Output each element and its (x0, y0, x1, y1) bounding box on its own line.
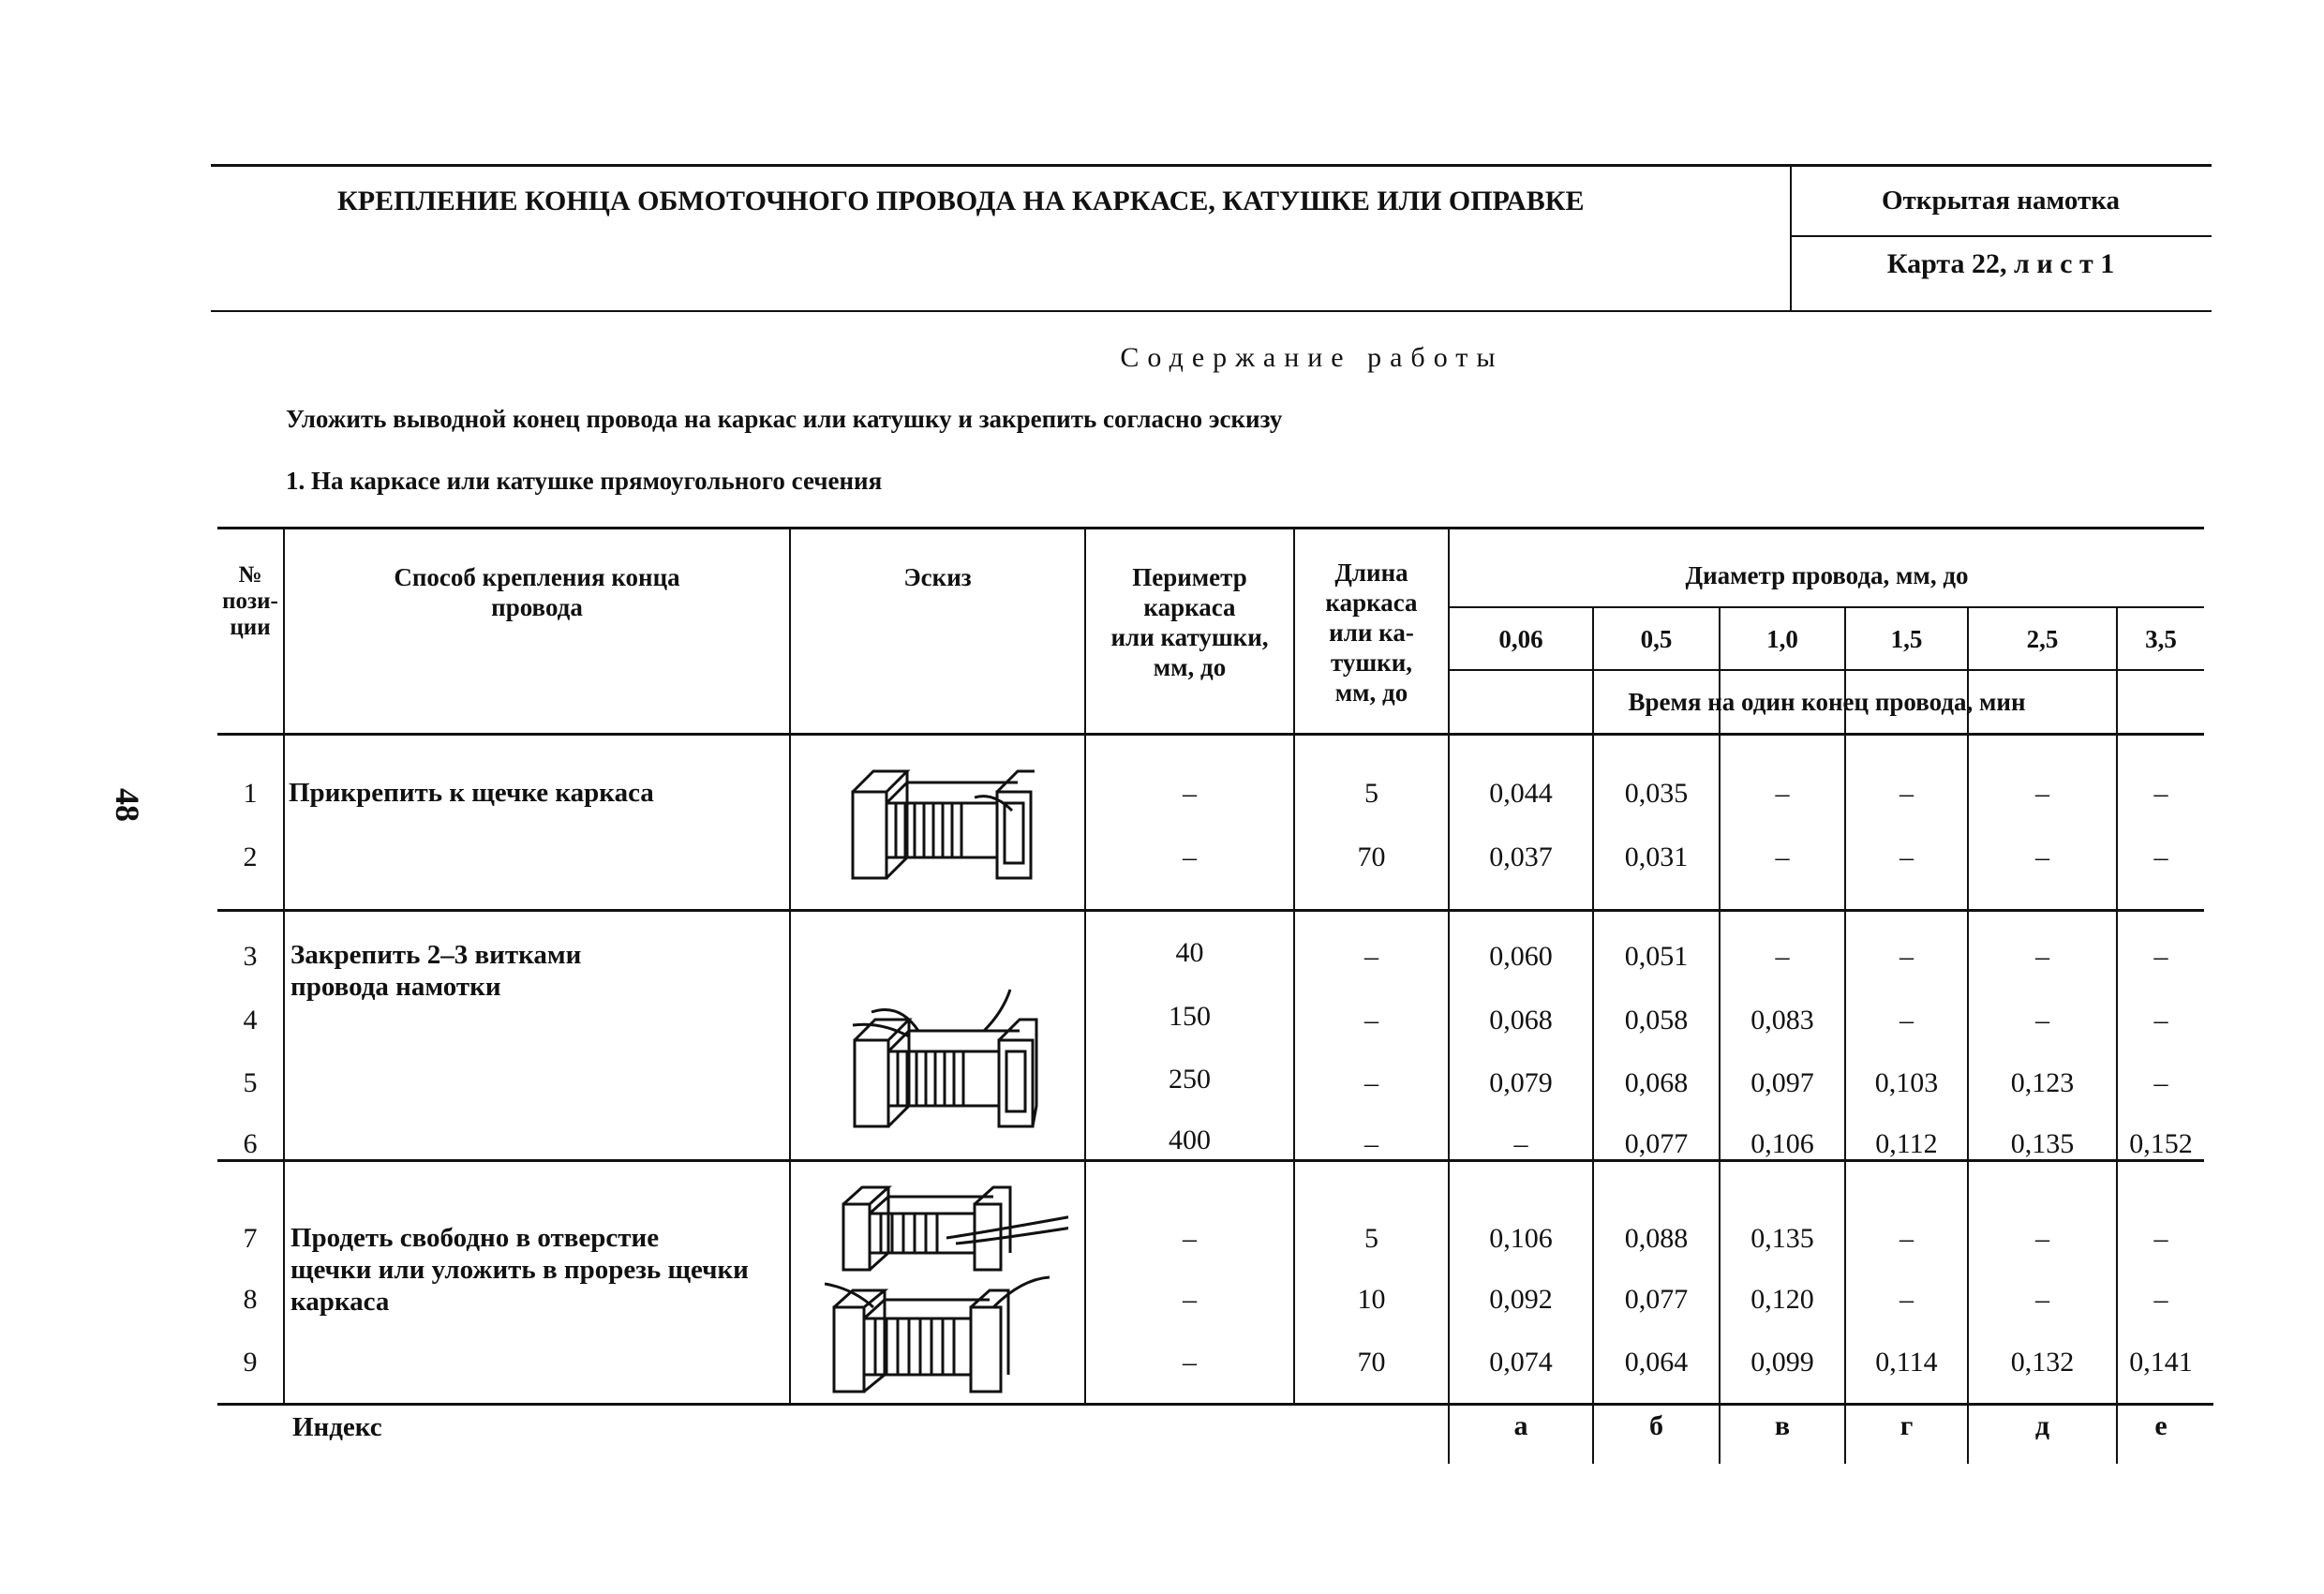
row-1-v3: – (1899, 778, 1914, 809)
row-2-v4: – (2035, 842, 2049, 872)
row-6-v4: 0,135 (2010, 1128, 2075, 1159)
row-9-v1: 0,064 (1624, 1347, 1689, 1378)
index-a: а (1513, 1410, 1528, 1441)
col-header-num: № пози- ции (222, 562, 278, 640)
row-7-perimeter: – (1183, 1223, 1197, 1254)
row-6-v3: 0,112 (1875, 1128, 1938, 1159)
row-8-v4: – (2035, 1284, 2049, 1315)
row-6-num: 6 (243, 1128, 258, 1159)
row-2-v5: – (2153, 842, 2168, 872)
row-4-num: 4 (243, 1005, 258, 1035)
row-9-num: 9 (243, 1347, 258, 1378)
row-8-perimeter: – (1183, 1284, 1197, 1315)
row-8-v0: 0,092 (1489, 1284, 1553, 1315)
coil-frame-wire-attached-icon (843, 754, 1040, 886)
row-4-v0: 0,068 (1489, 1005, 1553, 1035)
row-2-v2: – (1775, 842, 1790, 872)
row-5-v5: – (2153, 1067, 2168, 1098)
diam-1-5: 1,5 (1890, 625, 1923, 653)
row-4-perimeter: 150 (1169, 1001, 1211, 1032)
method-group-1: Прикрепить к щечке каркаса (289, 778, 654, 808)
row-7-num: 7 (243, 1223, 258, 1254)
row-8-num: 8 (243, 1284, 258, 1315)
col-header-diameter: Диаметр провода, мм, до (1685, 561, 1969, 589)
method-group-3: Продеть свободно в отверстие щечки или уложить в прорезь щечки каркаса (290, 1223, 749, 1317)
diam-3-5: 3,5 (2145, 625, 2177, 653)
row-3-v3: – (1899, 941, 1914, 972)
row-1-length: 5 (1364, 778, 1378, 809)
row-7-v4: – (2035, 1223, 2049, 1254)
row-8-v1: 0,077 (1624, 1284, 1689, 1315)
row-1-v0: 0,044 (1489, 778, 1553, 809)
row-5-num: 5 (243, 1067, 258, 1098)
section-title: Содержание работы (1120, 342, 1504, 373)
row-2-num: 2 (243, 842, 258, 872)
row-1-v4: – (2035, 778, 2049, 809)
row-7-v5: – (2153, 1223, 2168, 1254)
row-3-num: 3 (243, 941, 258, 972)
col-header-sketch: Эскиз (903, 563, 972, 591)
row-6-v1: 0,077 (1624, 1128, 1689, 1159)
row-8-v5: – (2153, 1284, 2168, 1315)
row-7-v3: – (1899, 1223, 1914, 1254)
row-1-perimeter: – (1183, 778, 1197, 809)
header-top-rule (211, 164, 2212, 167)
method-group-2: Закрепить 2–3 витками провода намотки (290, 940, 582, 1002)
row-2-length: 70 (1357, 842, 1386, 872)
col-header-time: Время на один конец провода, мин (1628, 688, 2026, 716)
row-7-v2: 0,135 (1750, 1223, 1814, 1254)
page-title: КРЕПЛЕНИЕ КОНЦА ОБМОТОЧНОГО ПРОВОДА НА КАРКАСЕ, КАТУШКЕ ИЛИ ОПРАВКЕ (337, 186, 1585, 216)
header-bottom-rule (211, 310, 2212, 312)
col-header-length: Длина каркаса или ка- тушки, мм, до (1325, 559, 1418, 707)
row-9-v4: 0,132 (2010, 1347, 2075, 1378)
row-4-v3: – (1899, 1005, 1914, 1035)
diam-2-5: 2,5 (2026, 625, 2059, 653)
row-1-num: 1 (243, 778, 258, 809)
row-6-v0: – (1513, 1128, 1528, 1159)
row-2-v3: – (1899, 842, 1914, 872)
row-5-v3: 0,103 (1874, 1067, 1939, 1098)
diam-header-rule (1448, 606, 2204, 608)
row-3-v1: 0,051 (1624, 941, 1689, 972)
row-7-v1: 0,088 (1624, 1223, 1689, 1254)
row-6-length: – (1364, 1128, 1378, 1159)
row-2-v0: 0,037 (1489, 842, 1553, 872)
row-3-v0: 0,060 (1489, 941, 1553, 972)
table-bottom-rule (217, 1403, 2213, 1406)
work-type: Открытая намотка (1881, 186, 2121, 216)
card-number: Карта 22, л и с т 1 (1886, 248, 2115, 279)
row-4-length: – (1364, 1005, 1378, 1035)
row-9-perimeter: – (1183, 1347, 1197, 1378)
header-right-divider (1790, 235, 2212, 237)
row-9-v3: 0,114 (1875, 1347, 1938, 1378)
row-6-v5: 0,152 (2129, 1128, 2193, 1159)
index-g: г (1899, 1410, 1914, 1441)
row-1-v1: 0,035 (1624, 778, 1689, 809)
row-4-v1: 0,058 (1624, 1005, 1689, 1035)
coil-frame-turns-icon (843, 984, 1050, 1134)
row-5-perimeter: 250 (1169, 1064, 1211, 1095)
col-header-method: Способ крепления конца провода (394, 563, 680, 621)
row-6-perimeter: 400 (1169, 1125, 1211, 1155)
index-label: Индекс (292, 1412, 382, 1442)
diam-0-5: 0,5 (1640, 625, 1673, 653)
row-5-v0: 0,079 (1489, 1067, 1553, 1098)
diam-1-0: 1,0 (1766, 625, 1798, 653)
table-top-rule (217, 527, 2204, 529)
coil-frame-slot-icon (825, 1157, 1068, 1401)
row-1-v2: – (1775, 778, 1790, 809)
row-8-length: 10 (1357, 1284, 1386, 1315)
col-rule-num (283, 527, 285, 1405)
row-8-v2: 0,120 (1750, 1284, 1814, 1315)
row-3-v4: – (2035, 941, 2049, 972)
row-9-v5: 0,141 (2129, 1347, 2193, 1378)
row-4-v4: – (2035, 1005, 2049, 1035)
row-6-v2: 0,106 (1750, 1128, 1814, 1159)
col-header-perimeter: Периметр каркаса или катушки, мм, до (1110, 563, 1269, 681)
row-3-v2: – (1775, 941, 1790, 972)
row-4-v2: 0,083 (1750, 1005, 1814, 1035)
index-d: д (2034, 1410, 2050, 1441)
header-bottom-table-rule (217, 733, 2204, 736)
row-7-v0: 0,106 (1489, 1223, 1553, 1254)
group1-bottom-rule (217, 909, 2204, 912)
index-v: в (1774, 1410, 1791, 1441)
row-3-perimeter: 40 (1175, 937, 1204, 968)
row-7-length: 5 (1364, 1223, 1378, 1254)
row-5-v2: 0,097 (1750, 1067, 1814, 1098)
row-2-v1: 0,031 (1624, 842, 1689, 872)
row-9-length: 70 (1357, 1347, 1386, 1378)
row-3-length: – (1364, 941, 1378, 972)
page-number: 48 (109, 788, 146, 822)
row-9-v0: 0,074 (1489, 1347, 1553, 1378)
col-rule-length (1448, 527, 1450, 1464)
col-rule-method (789, 527, 791, 1405)
row-5-v1: 0,068 (1624, 1067, 1689, 1098)
row-4-v5: – (2153, 1005, 2168, 1035)
index-b: б (1649, 1410, 1663, 1441)
row-3-v5: – (2153, 941, 2168, 972)
row-1-v5: – (2153, 778, 2168, 809)
row-9-v2: 0,099 (1750, 1347, 1814, 1378)
row-5-length: – (1364, 1067, 1378, 1098)
index-e: е (2154, 1410, 2168, 1441)
row-2-perimeter: – (1183, 842, 1197, 872)
instruction-text: Уложить выводной конец провода на каркас или катушку и закрепить согласно эскизу (286, 405, 1283, 433)
row-5-v4: 0,123 (2010, 1067, 2075, 1098)
subsection-title: 1. На каркасе или катушке прямоугольного сечения (286, 467, 883, 495)
row-8-v3: – (1899, 1284, 1914, 1315)
diam-0-06: 0,06 (1498, 625, 1543, 653)
diam-values-rule (1448, 669, 2204, 671)
